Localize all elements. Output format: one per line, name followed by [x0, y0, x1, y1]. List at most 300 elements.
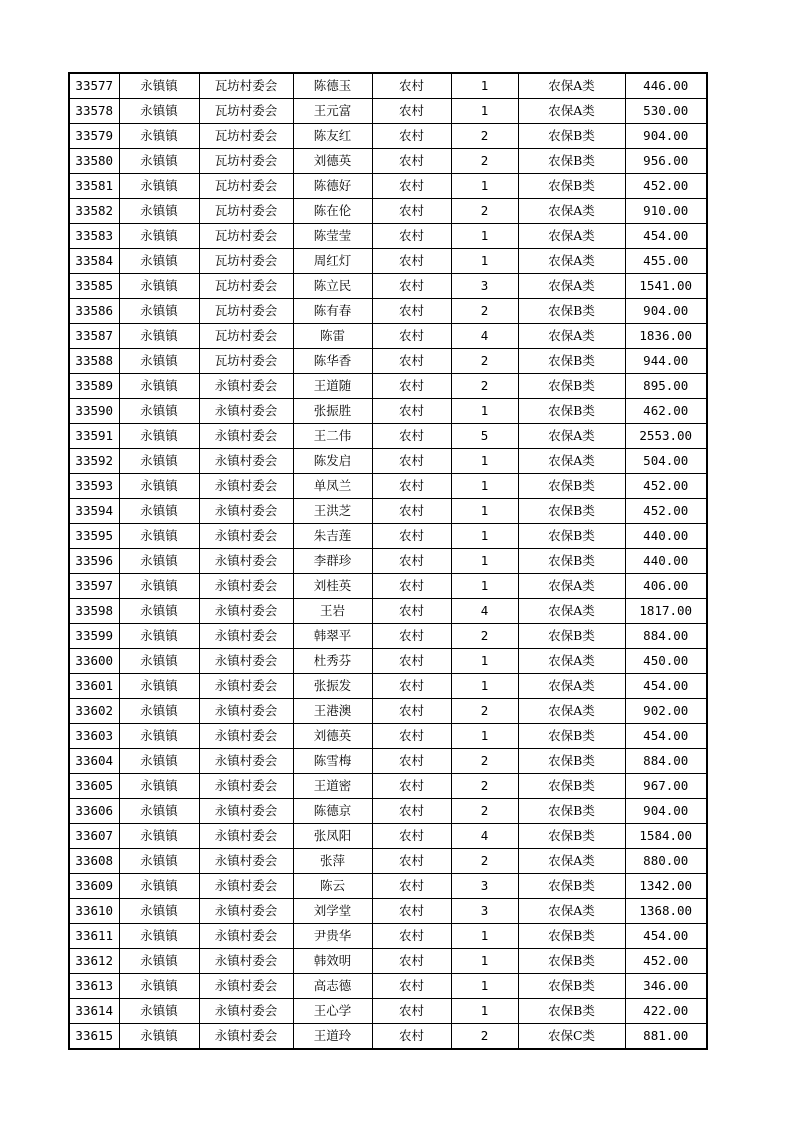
insurance-category-cell: 农保A类: [518, 849, 625, 874]
household-count-cell: 2: [451, 149, 518, 174]
committee-cell: 永镇村委会: [199, 399, 293, 424]
name-cell: 陈莹莹: [293, 224, 372, 249]
committee-cell: 永镇村委会: [199, 974, 293, 999]
table-row: [69, 774, 707, 799]
row-id-cell: 33611: [69, 924, 119, 949]
amount-cell: 881.00: [625, 1024, 707, 1050]
row-id-cell: 33588: [69, 349, 119, 374]
row-id-cell: 33580: [69, 149, 119, 174]
area-type-cell: 农村: [372, 474, 451, 499]
committee-cell: 永镇村委会: [199, 749, 293, 774]
insurance-category-cell: 农保A类: [518, 424, 625, 449]
amount-cell: 904.00: [625, 799, 707, 824]
household-count-cell: 1: [451, 724, 518, 749]
name-cell: 王元富: [293, 99, 372, 124]
area-type-cell: 农村: [372, 274, 451, 299]
insurance-category-cell: 农保B类: [518, 774, 625, 799]
household-count-cell: 2: [451, 699, 518, 724]
table-row: [69, 849, 707, 874]
area-type-cell: 农村: [372, 849, 451, 874]
row-id-cell: 33589: [69, 374, 119, 399]
committee-cell: 瓦坊村委会: [199, 299, 293, 324]
household-count-cell: 1: [451, 999, 518, 1024]
amount-cell: 422.00: [625, 999, 707, 1024]
table-row: [69, 949, 707, 974]
household-count-cell: 1: [451, 224, 518, 249]
table-row: [69, 274, 707, 299]
household-count-cell: 4: [451, 599, 518, 624]
row-id-cell: 33607: [69, 824, 119, 849]
insurance-category-cell: 农保B类: [518, 499, 625, 524]
table-row: [69, 674, 707, 699]
amount-cell: 454.00: [625, 924, 707, 949]
committee-cell: 瓦坊村委会: [199, 99, 293, 124]
insurance-category-cell: 农保B类: [518, 374, 625, 399]
data-table: [68, 72, 708, 1050]
committee-cell: 永镇村委会: [199, 649, 293, 674]
town-cell: 永镇镇: [119, 474, 199, 499]
household-count-cell: 2: [451, 349, 518, 374]
insurance-category-cell: 农保B类: [518, 624, 625, 649]
household-count-cell: 1: [451, 649, 518, 674]
amount-cell: 462.00: [625, 399, 707, 424]
insurance-category-cell: 农保B类: [518, 874, 625, 899]
amount-cell: 440.00: [625, 549, 707, 574]
row-id-cell: 33598: [69, 599, 119, 624]
household-count-cell: 2: [451, 374, 518, 399]
committee-cell: 瓦坊村委会: [199, 249, 293, 274]
table-row: [69, 599, 707, 624]
name-cell: 周红灯: [293, 249, 372, 274]
committee-cell: 永镇村委会: [199, 449, 293, 474]
household-count-cell: 4: [451, 324, 518, 349]
insurance-category-cell: 农保B类: [518, 149, 625, 174]
area-type-cell: 农村: [372, 774, 451, 799]
household-count-cell: 1: [451, 174, 518, 199]
town-cell: 永镇镇: [119, 824, 199, 849]
area-type-cell: 农村: [372, 799, 451, 824]
table-row: [69, 249, 707, 274]
table-row: [69, 174, 707, 199]
amount-cell: 346.00: [625, 974, 707, 999]
insurance-category-cell: 农保B类: [518, 724, 625, 749]
table-row: [69, 324, 707, 349]
insurance-category-cell: 农保B类: [518, 549, 625, 574]
town-cell: 永镇镇: [119, 599, 199, 624]
committee-cell: 永镇村委会: [199, 599, 293, 624]
household-count-cell: 5: [451, 424, 518, 449]
town-cell: 永镇镇: [119, 124, 199, 149]
household-count-cell: 2: [451, 849, 518, 874]
insurance-category-cell: 农保B类: [518, 749, 625, 774]
household-count-cell: 1: [451, 99, 518, 124]
area-type-cell: 农村: [372, 524, 451, 549]
table-row: [69, 999, 707, 1024]
town-cell: 永镇镇: [119, 899, 199, 924]
insurance-category-cell: 农保B类: [518, 824, 625, 849]
area-type-cell: 农村: [372, 749, 451, 774]
name-cell: 王二伟: [293, 424, 372, 449]
table-body: [69, 73, 707, 1049]
amount-cell: 1342.00: [625, 874, 707, 899]
committee-cell: 永镇村委会: [199, 924, 293, 949]
household-count-cell: 3: [451, 274, 518, 299]
name-cell: 王岩: [293, 599, 372, 624]
table-row: [69, 349, 707, 374]
insurance-category-cell: 农保A类: [518, 73, 625, 99]
insurance-category-cell: 农保B类: [518, 124, 625, 149]
household-count-cell: 1: [451, 399, 518, 424]
insurance-category-cell: 农保B类: [518, 999, 625, 1024]
insurance-category-cell: 农保B类: [518, 524, 625, 549]
table-row: [69, 149, 707, 174]
name-cell: 单凤兰: [293, 474, 372, 499]
table-row: [69, 899, 707, 924]
insurance-category-cell: 农保A类: [518, 249, 625, 274]
name-cell: 张萍: [293, 849, 372, 874]
name-cell: 陈雷: [293, 324, 372, 349]
town-cell: 永镇镇: [119, 674, 199, 699]
amount-cell: 1584.00: [625, 824, 707, 849]
town-cell: 永镇镇: [119, 624, 199, 649]
household-count-cell: 3: [451, 874, 518, 899]
amount-cell: 1817.00: [625, 599, 707, 624]
table-row: [69, 199, 707, 224]
row-id-cell: 33582: [69, 199, 119, 224]
table-row: [69, 499, 707, 524]
town-cell: 永镇镇: [119, 274, 199, 299]
row-id-cell: 33595: [69, 524, 119, 549]
table-row: [69, 524, 707, 549]
amount-cell: 454.00: [625, 724, 707, 749]
committee-cell: 永镇村委会: [199, 474, 293, 499]
row-id-cell: 33587: [69, 324, 119, 349]
area-type-cell: 农村: [372, 399, 451, 424]
insurance-category-cell: 农保A类: [518, 99, 625, 124]
amount-cell: 1541.00: [625, 274, 707, 299]
area-type-cell: 农村: [372, 249, 451, 274]
amount-cell: 450.00: [625, 649, 707, 674]
area-type-cell: 农村: [372, 224, 451, 249]
row-id-cell: 33613: [69, 974, 119, 999]
name-cell: 陈德京: [293, 799, 372, 824]
row-id-cell: 33579: [69, 124, 119, 149]
town-cell: 永镇镇: [119, 524, 199, 549]
name-cell: 王道密: [293, 774, 372, 799]
town-cell: 永镇镇: [119, 199, 199, 224]
area-type-cell: 农村: [372, 174, 451, 199]
area-type-cell: 农村: [372, 949, 451, 974]
name-cell: 王洪芝: [293, 499, 372, 524]
town-cell: 永镇镇: [119, 774, 199, 799]
insurance-category-cell: 农保B类: [518, 399, 625, 424]
area-type-cell: 农村: [372, 73, 451, 99]
amount-cell: 967.00: [625, 774, 707, 799]
household-count-cell: 1: [451, 474, 518, 499]
insurance-category-cell: 农保A类: [518, 699, 625, 724]
committee-cell: 瓦坊村委会: [199, 124, 293, 149]
town-cell: 永镇镇: [119, 949, 199, 974]
amount-cell: 406.00: [625, 574, 707, 599]
name-cell: 尹贵华: [293, 924, 372, 949]
town-cell: 永镇镇: [119, 724, 199, 749]
town-cell: 永镇镇: [119, 224, 199, 249]
committee-cell: 永镇村委会: [199, 724, 293, 749]
name-cell: 陈有春: [293, 299, 372, 324]
table-row: [69, 699, 707, 724]
insurance-category-cell: 农保C类: [518, 1024, 625, 1050]
household-count-cell: 2: [451, 624, 518, 649]
town-cell: 永镇镇: [119, 699, 199, 724]
row-id-cell: 33596: [69, 549, 119, 574]
table-row: [69, 399, 707, 424]
insurance-category-cell: 农保A类: [518, 324, 625, 349]
insurance-category-cell: 农保A类: [518, 899, 625, 924]
town-cell: 永镇镇: [119, 299, 199, 324]
committee-cell: 瓦坊村委会: [199, 274, 293, 299]
committee-cell: 永镇村委会: [199, 949, 293, 974]
area-type-cell: 农村: [372, 599, 451, 624]
town-cell: 永镇镇: [119, 849, 199, 874]
row-id-cell: 33577: [69, 73, 119, 99]
household-count-cell: 2: [451, 749, 518, 774]
row-id-cell: 33593: [69, 474, 119, 499]
table-row: [69, 724, 707, 749]
row-id-cell: 33586: [69, 299, 119, 324]
area-type-cell: 农村: [372, 124, 451, 149]
insurance-category-cell: 农保A类: [518, 574, 625, 599]
town-cell: 永镇镇: [119, 974, 199, 999]
name-cell: 陈立民: [293, 274, 372, 299]
town-cell: 永镇镇: [119, 999, 199, 1024]
row-id-cell: 33610: [69, 899, 119, 924]
area-type-cell: 农村: [372, 724, 451, 749]
amount-cell: 454.00: [625, 674, 707, 699]
amount-cell: 452.00: [625, 949, 707, 974]
committee-cell: 永镇村委会: [199, 849, 293, 874]
town-cell: 永镇镇: [119, 799, 199, 824]
name-cell: 刘学堂: [293, 899, 372, 924]
area-type-cell: 农村: [372, 974, 451, 999]
household-count-cell: 2: [451, 799, 518, 824]
area-type-cell: 农村: [372, 199, 451, 224]
committee-cell: 瓦坊村委会: [199, 224, 293, 249]
area-type-cell: 农村: [372, 324, 451, 349]
household-count-cell: 4: [451, 824, 518, 849]
amount-cell: 504.00: [625, 449, 707, 474]
name-cell: 陈德玉: [293, 73, 372, 99]
committee-cell: 永镇村委会: [199, 824, 293, 849]
amount-cell: 454.00: [625, 224, 707, 249]
household-count-cell: 2: [451, 1024, 518, 1050]
amount-cell: 880.00: [625, 849, 707, 874]
committee-cell: 永镇村委会: [199, 524, 293, 549]
household-count-cell: 2: [451, 199, 518, 224]
row-id-cell: 33591: [69, 424, 119, 449]
name-cell: 王道随: [293, 374, 372, 399]
town-cell: 永镇镇: [119, 449, 199, 474]
insurance-category-cell: 农保B类: [518, 799, 625, 824]
amount-cell: 904.00: [625, 299, 707, 324]
town-cell: 永镇镇: [119, 349, 199, 374]
table-row: [69, 924, 707, 949]
town-cell: 永镇镇: [119, 649, 199, 674]
name-cell: 王港澳: [293, 699, 372, 724]
table-row: [69, 73, 707, 99]
insurance-category-cell: 农保B类: [518, 349, 625, 374]
name-cell: 杜秀芬: [293, 649, 372, 674]
table-row: [69, 574, 707, 599]
name-cell: 韩翠平: [293, 624, 372, 649]
insurance-category-cell: 农保A类: [518, 674, 625, 699]
area-type-cell: 农村: [372, 824, 451, 849]
row-id-cell: 33609: [69, 874, 119, 899]
table-row: [69, 799, 707, 824]
table-row: [69, 424, 707, 449]
name-cell: 陈云: [293, 874, 372, 899]
amount-cell: 455.00: [625, 249, 707, 274]
committee-cell: 永镇村委会: [199, 799, 293, 824]
committee-cell: 永镇村委会: [199, 574, 293, 599]
committee-cell: 永镇村委会: [199, 624, 293, 649]
amount-cell: 884.00: [625, 624, 707, 649]
town-cell: 永镇镇: [119, 374, 199, 399]
row-id-cell: 33590: [69, 399, 119, 424]
name-cell: 陈在伦: [293, 199, 372, 224]
name-cell: 王心学: [293, 999, 372, 1024]
insurance-category-cell: 农保B类: [518, 299, 625, 324]
name-cell: 陈华香: [293, 349, 372, 374]
area-type-cell: 农村: [372, 899, 451, 924]
household-count-cell: 3: [451, 899, 518, 924]
town-cell: 永镇镇: [119, 249, 199, 274]
name-cell: 韩效明: [293, 949, 372, 974]
area-type-cell: 农村: [372, 299, 451, 324]
committee-cell: 永镇村委会: [199, 674, 293, 699]
town-cell: 永镇镇: [119, 324, 199, 349]
household-count-cell: 1: [451, 674, 518, 699]
household-count-cell: 1: [451, 249, 518, 274]
insurance-category-cell: 农保B类: [518, 174, 625, 199]
name-cell: 刘德英: [293, 149, 372, 174]
table-row: [69, 824, 707, 849]
row-id-cell: 33606: [69, 799, 119, 824]
insurance-category-cell: 农保B类: [518, 924, 625, 949]
row-id-cell: 33601: [69, 674, 119, 699]
table-row: [69, 549, 707, 574]
household-count-cell: 1: [451, 949, 518, 974]
area-type-cell: 农村: [372, 374, 451, 399]
area-type-cell: 农村: [372, 99, 451, 124]
row-id-cell: 33604: [69, 749, 119, 774]
committee-cell: 瓦坊村委会: [199, 149, 293, 174]
row-id-cell: 33614: [69, 999, 119, 1024]
committee-cell: 永镇村委会: [199, 499, 293, 524]
table-row: [69, 299, 707, 324]
name-cell: 李群珍: [293, 549, 372, 574]
name-cell: 王道玲: [293, 1024, 372, 1050]
name-cell: 刘桂英: [293, 574, 372, 599]
table-row: [69, 224, 707, 249]
name-cell: 陈发启: [293, 449, 372, 474]
area-type-cell: 农村: [372, 874, 451, 899]
town-cell: 永镇镇: [119, 1024, 199, 1050]
table-row: [69, 749, 707, 774]
town-cell: 永镇镇: [119, 749, 199, 774]
name-cell: 陈德好: [293, 174, 372, 199]
committee-cell: 瓦坊村委会: [199, 199, 293, 224]
town-cell: 永镇镇: [119, 574, 199, 599]
name-cell: 张振胜: [293, 399, 372, 424]
row-id-cell: 33594: [69, 499, 119, 524]
insurance-category-cell: 农保A类: [518, 199, 625, 224]
name-cell: 刘德英: [293, 724, 372, 749]
town-cell: 永镇镇: [119, 99, 199, 124]
row-id-cell: 33599: [69, 624, 119, 649]
area-type-cell: 农村: [372, 999, 451, 1024]
table-row: [69, 99, 707, 124]
town-cell: 永镇镇: [119, 499, 199, 524]
row-id-cell: 33584: [69, 249, 119, 274]
row-id-cell: 33597: [69, 574, 119, 599]
town-cell: 永镇镇: [119, 399, 199, 424]
committee-cell: 永镇村委会: [199, 1024, 293, 1050]
area-type-cell: 农村: [372, 1024, 451, 1050]
amount-cell: 1836.00: [625, 324, 707, 349]
insurance-category-cell: 农保A类: [518, 599, 625, 624]
area-type-cell: 农村: [372, 924, 451, 949]
area-type-cell: 农村: [372, 449, 451, 474]
household-count-cell: 1: [451, 924, 518, 949]
table-row: [69, 974, 707, 999]
row-id-cell: 33585: [69, 274, 119, 299]
town-cell: 永镇镇: [119, 149, 199, 174]
town-cell: 永镇镇: [119, 549, 199, 574]
area-type-cell: 农村: [372, 674, 451, 699]
insurance-category-cell: 农保A类: [518, 649, 625, 674]
area-type-cell: 农村: [372, 424, 451, 449]
committee-cell: 瓦坊村委会: [199, 174, 293, 199]
table-row: [69, 1024, 707, 1050]
row-id-cell: 33583: [69, 224, 119, 249]
household-count-cell: 1: [451, 574, 518, 599]
town-cell: 永镇镇: [119, 174, 199, 199]
amount-cell: 446.00: [625, 73, 707, 99]
household-count-cell: 2: [451, 774, 518, 799]
household-count-cell: 2: [451, 299, 518, 324]
area-type-cell: 农村: [372, 574, 451, 599]
household-count-cell: 1: [451, 499, 518, 524]
row-id-cell: 33612: [69, 949, 119, 974]
amount-cell: 910.00: [625, 199, 707, 224]
row-id-cell: 33578: [69, 99, 119, 124]
table-row: [69, 124, 707, 149]
committee-cell: 永镇村委会: [199, 424, 293, 449]
amount-cell: 452.00: [625, 499, 707, 524]
table-row: [69, 374, 707, 399]
table-row: [69, 874, 707, 899]
row-id-cell: 33605: [69, 774, 119, 799]
town-cell: 永镇镇: [119, 874, 199, 899]
row-id-cell: 33608: [69, 849, 119, 874]
insurance-category-cell: 农保A类: [518, 274, 625, 299]
insurance-category-cell: 农保B类: [518, 974, 625, 999]
committee-cell: 瓦坊村委会: [199, 324, 293, 349]
committee-cell: 永镇村委会: [199, 699, 293, 724]
household-count-cell: 1: [451, 449, 518, 474]
amount-cell: 902.00: [625, 699, 707, 724]
area-type-cell: 农村: [372, 549, 451, 574]
